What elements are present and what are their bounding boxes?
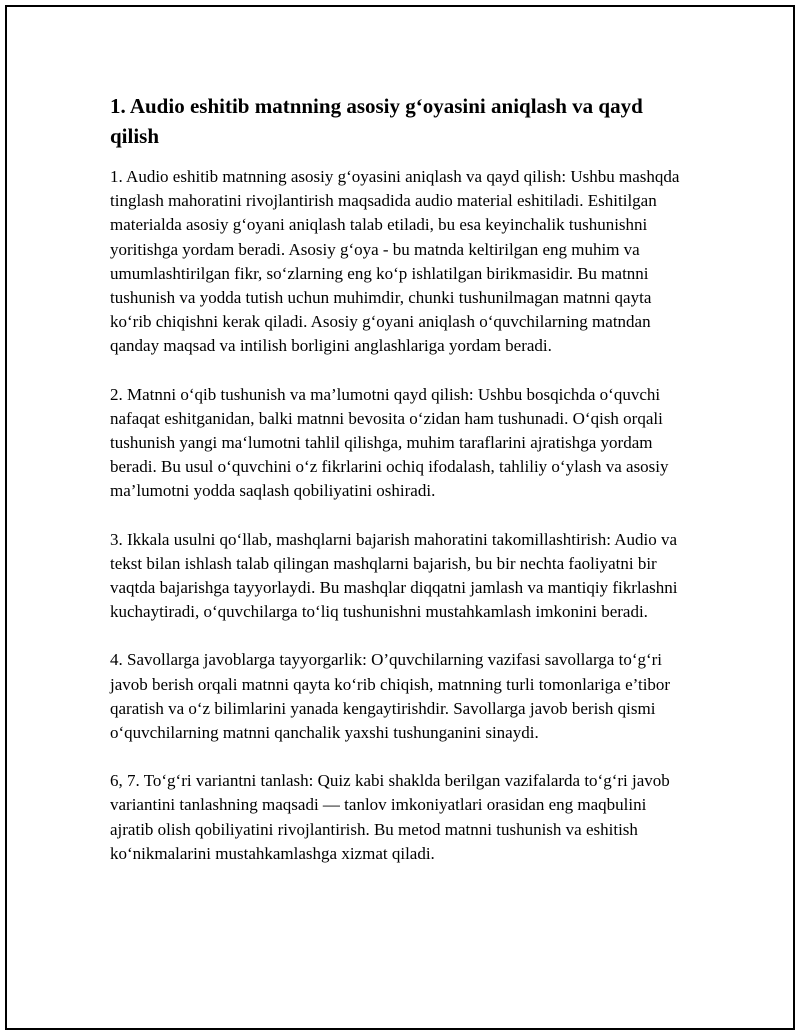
paragraph-2: 2. Matnni o‘qib tushunish va ma’lumotni qayd qilish: Ushbu bosqichda o‘quvchi nafaqat eshitganidan, balki matnni bevosita o‘zidan ham tushunadi. O‘qish orqali tushunish yangi ma‘lumotni tahlil qilishga, muhim taraflarini ajratishga yordam beradi. Bu usul o‘quvchini o‘z fikrlarini ochiq ifodalash, tahliliy o‘ylash va asosiy ma’lumotni yodda saqlash qobiliyatini oshiradi. [110,384,669,501]
document-content [110,91,690,866]
paragraph-4: 4. Savollarga javoblarga tayyorgarlik: O’quvchilarning vazifasi savollarga to‘g‘ri javob berish orqali matnni qayta ko‘rib chiqish, matnning turli tomonlariga e’tibor qaratish va o‘z bilimlarini yanada kengaytirishdir. Savollarga javob berish qismi o‘quvchilarning matnni qanchalik yaxshi tushunganini sinaydi. [110,650,671,743]
document-heading: 1. Audio eshitib matnning asosiy g‘oyasini aniqlash va qayd qilish [110,94,643,148]
paragraph-1: 1. Audio eshitib matnning asosiy g‘oyasini aniqlash va qayd qilish: Ushbu mashqda tinglash mahoratini rivojlantirish maqsadida audio material eshitiladi. Eshitilgan materialda asosiy g‘oyani aniqlash talab etiladi, bu esa keyinchalik tushunishni yoritishga yordam beradi. Asosiy g‘oya - bu matnda keltirilgan eng muhim va umumlashtirilgan fikr, so‘zlarning eng ko‘p ishlatilgan birikmasidir. Bu matnni tushunish va yodda tutish uchun muhimdir, chunki tushunilmagan matnni qayta ko‘rib chiqishni kerak qiladi. Asosiy g‘oyani aniqlash o‘quvchilarning matndan qanday maqsad va intilish borligini anglashlariga yordam beradi. [110,167,680,356]
paragraph-3: 3. Ikkala usulni qo‘llab, mashqlarni bajarish mahoratini takomillashtirish: Audio va tekst bilan ishlash talab qilingan mashqlarni bajarish, bu bir nechta faoliyatni bir vaqtda bajarishga tayyorlaydi. Bu mashqlar diqqatni jamlash va mantiqiy fikrlashni kuchaytiradi, o‘quvchilarga to‘liq tushunishni mustahkamlash imkonini beradi. [110,529,678,622]
paragraph-5: 6, 7. To‘g‘ri variantni tanlash: Quiz kabi shaklda berilgan vazifalarda to‘g‘ri javob variantini tanlashning maqsadi — tanlov imkoniyatlari orasidan eng maqbulini ajratib olish qobiliyatini rivojlantirish. Bu metod matnni tushunish va eshitish ko‘nikmalarini mustahkamlashga xizmat qiladi. [110,771,670,863]
